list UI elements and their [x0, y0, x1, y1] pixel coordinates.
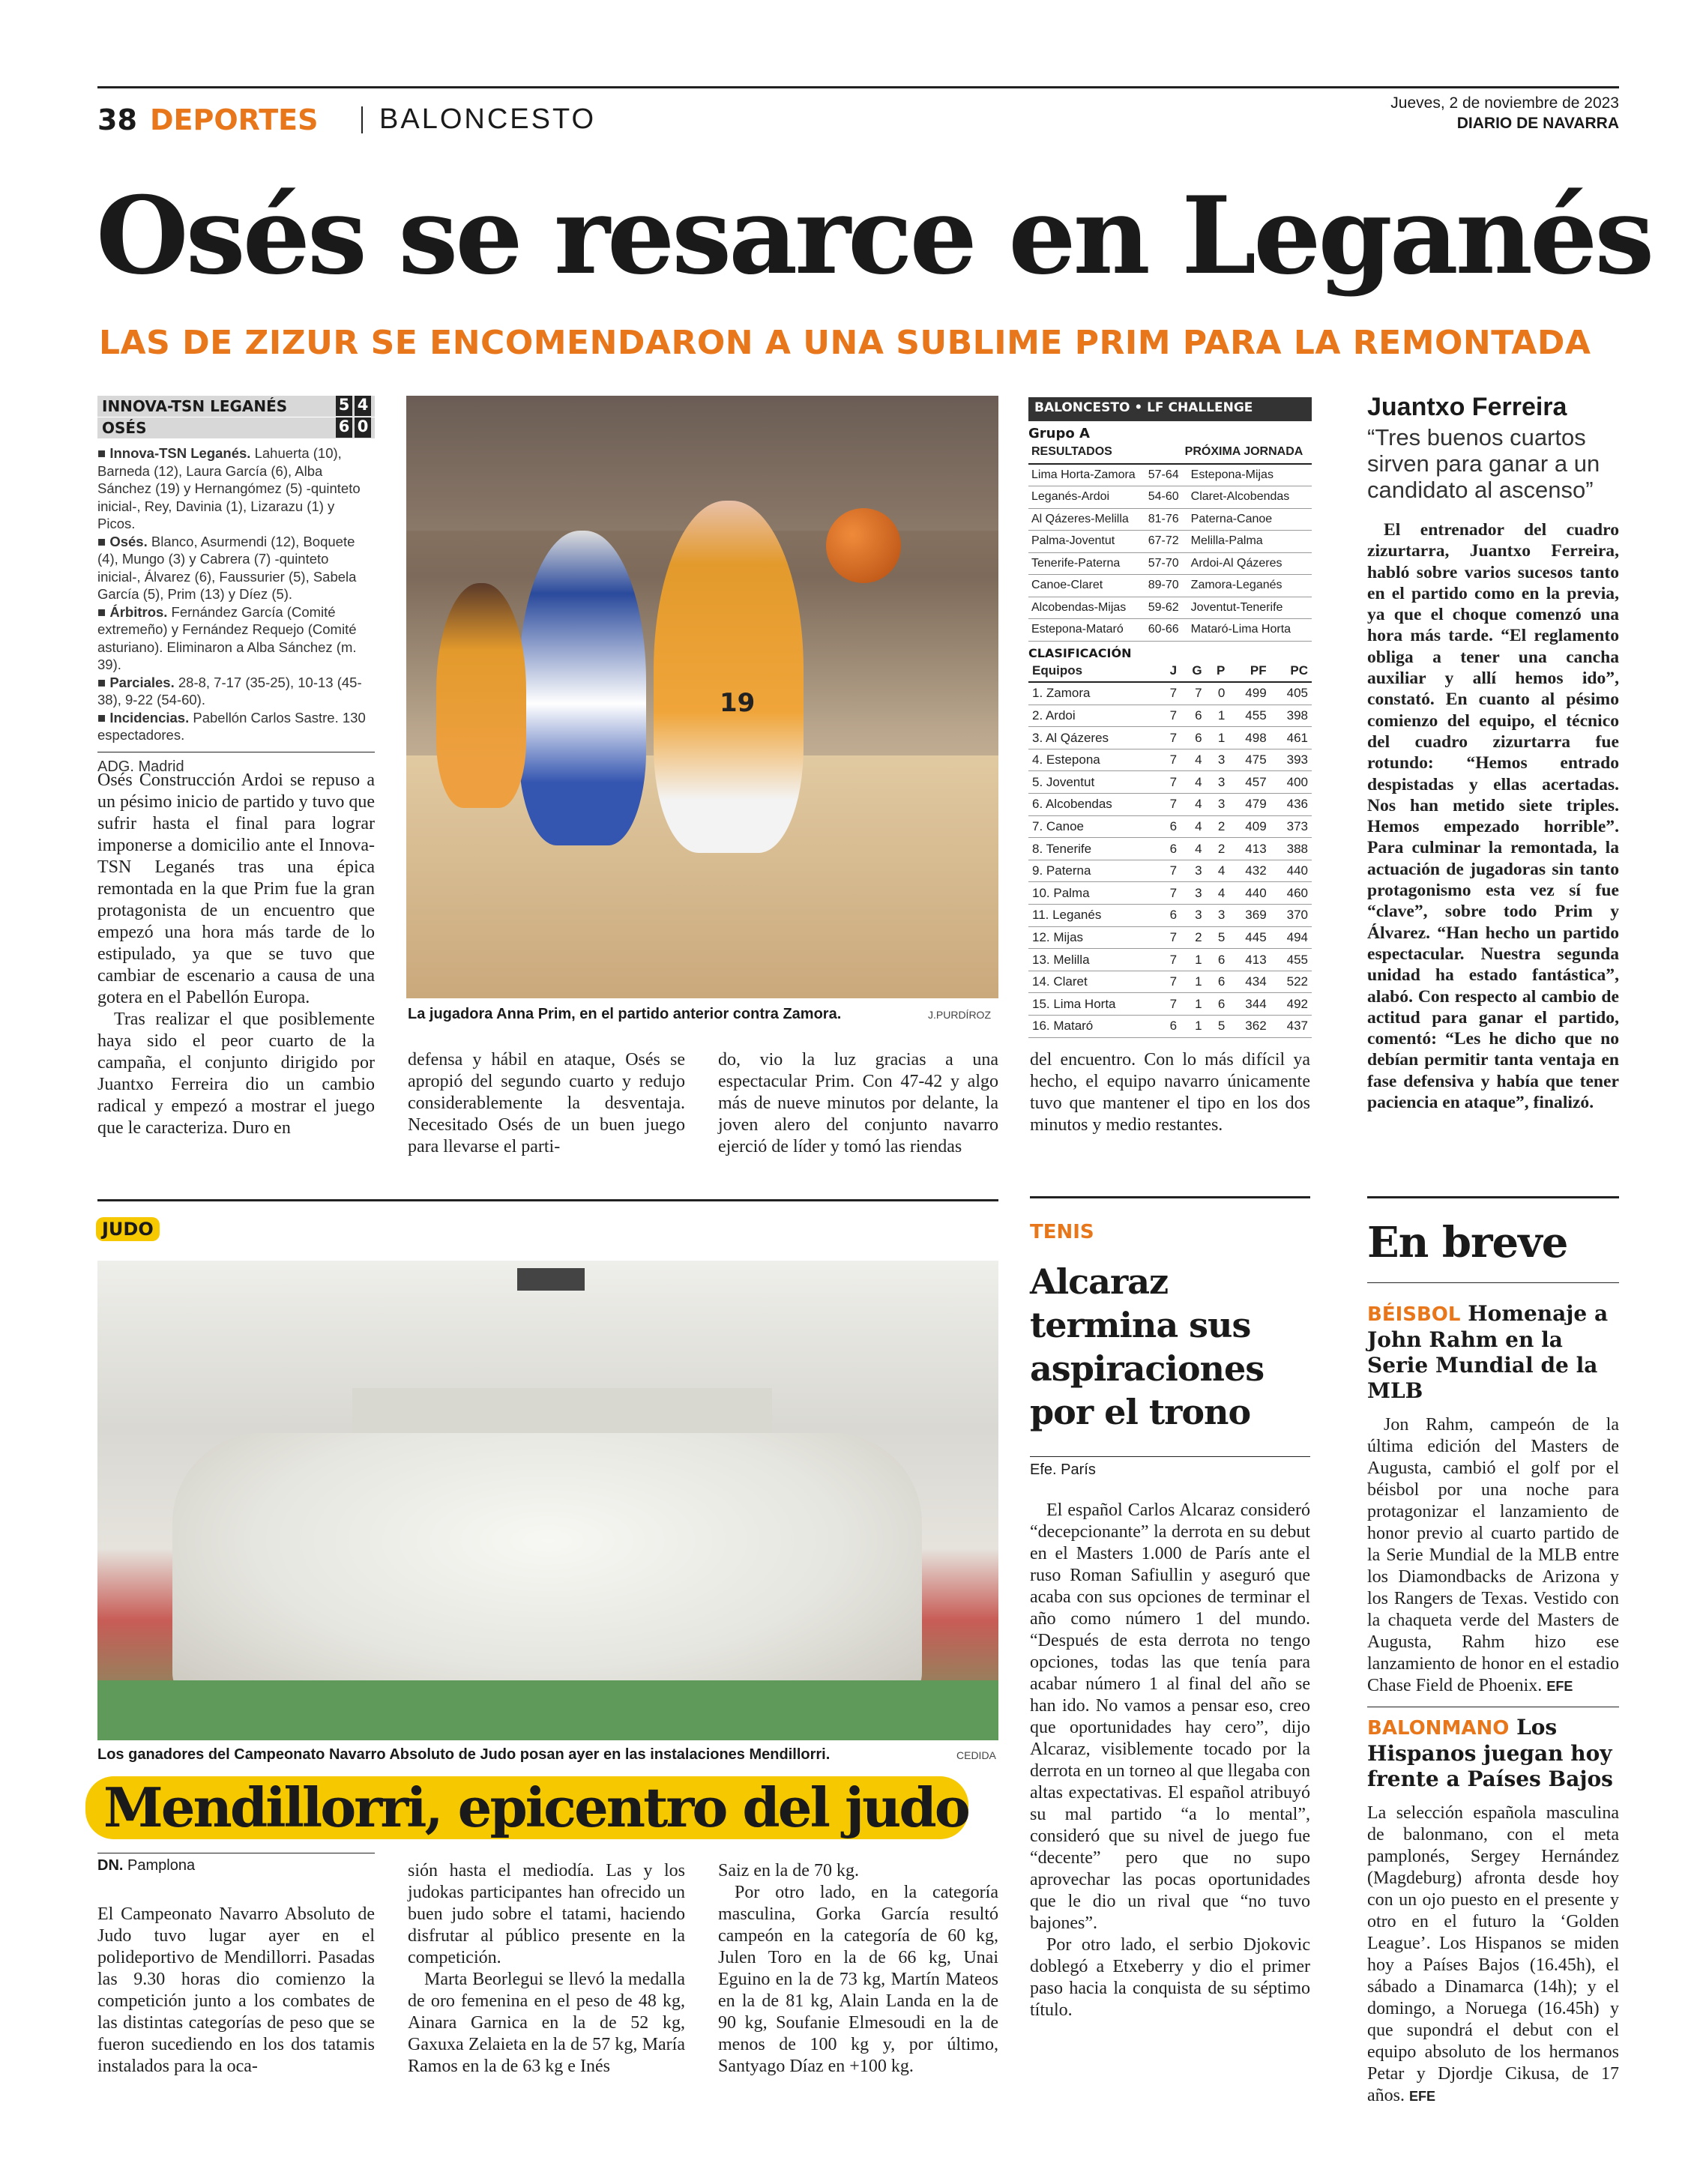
classification-cell: 3 [1206, 771, 1229, 794]
result-score: 67-72 [1143, 531, 1181, 553]
classification-cell: 6 [1181, 727, 1205, 749]
class-label: CLASIFICACIÓN [1028, 645, 1132, 660]
next-match: Estepona-Mijas [1182, 464, 1312, 486]
lineup-text: 28-8, 7-17 (35-25), 10-13 (45-38), 9-22 (54-60). [97, 674, 362, 708]
classification-cell: 7 [1160, 749, 1181, 771]
lineup-item: ■ Innova-TSN Leganés. Lahuerta (10), Barneda (12), Laura García (6), Alba Sánchez (19) y Hernangómez (5) -quinteto inicial-, Rey, Davinia (1), Lizarazu (1) y Picos. [97, 445, 361, 531]
classification-cell: 2 [1206, 838, 1229, 860]
score-row-team1 [97, 396, 375, 417]
classification-cell: 3 [1181, 882, 1205, 905]
standings-title: BALONCESTO • LF CHALLENGE [1028, 397, 1312, 421]
classification-cell: 373 [1271, 815, 1312, 838]
classification-cell: 388 [1271, 838, 1312, 860]
paragraph [1367, 1803, 1619, 2108]
team2-score-digit2: 0 [355, 417, 371, 438]
classification-cell: 413 [1229, 838, 1270, 860]
classification-cell: 3 [1181, 860, 1205, 882]
classification-cell: 7. Canoe [1028, 815, 1160, 838]
team2-name: OSÉS [102, 419, 147, 437]
classification-cell: 461 [1271, 727, 1312, 749]
paragraph: Osés Construcción Ardoi se repuso a un pésimo inicio de partido y tuvo que sufrir hasta el final para lograr imponerse a domicilio ante el Innova-TSN Leganés tras una épica remontada en la que Prim fue la gran protagonista de un encuentro que empezó una hora más tarde de lo estipulado, ya que se tuvo que cambiar de escenario a causa de una gotera en el Pabellón Europa. [97, 770, 375, 1007]
paragraph: Por otro lado, en la categoría masculina, Gorka García resultó campeón en la categoría de 60 kg, Julen Toro en la de 66 kg, Unai Eguino en la de 73 kg, Martín Mateos en la de 81 kg, Alain Landa en la de 90 kg, Soufanie Elmesoudi en la de menos de 100 kg y, por último, Santyago Díaz en +100 kg. [718, 1883, 998, 2076]
result-match: Estepona-Mataró [1028, 619, 1143, 642]
photo-caption: La jugadora Anna Prim, en el partido anterior contra Zamora. [408, 1006, 842, 1022]
next-match: Zamora-Leganés [1182, 575, 1312, 597]
classification-cell: 6 [1206, 993, 1229, 1016]
result-match: Alcobendas-Mijas [1028, 597, 1143, 619]
classification-cell: 1 [1181, 971, 1205, 993]
results-table [1028, 441, 1312, 642]
table-row [1028, 905, 1312, 927]
paragraph: sión hasta el mediodía. Las y los judokas participantes han ofrecido un buen judo sobre el tatami, haciendo disfrutar al público presente en la competición. [408, 1861, 685, 1967]
result-match: Palma-Joventut [1028, 531, 1143, 553]
classification-cell: 434 [1229, 971, 1270, 993]
classification-cell: 2. Ardoi [1028, 705, 1160, 727]
result-score: 60-66 [1143, 619, 1181, 642]
result-match: Canoe-Claret [1028, 575, 1143, 597]
paragraph: do, vio la luz gracias a una espectacular Prim. Con 47-42 y algo más de nueve minutos por delante, la joven alero del conjunto navarro ejerció de líder y tomó las riendas [718, 1050, 998, 1156]
lineup-list [97, 444, 375, 744]
result-score: 57-64 [1143, 464, 1181, 486]
classification-cell: 7 [1160, 727, 1181, 749]
paragraph: Por otro lado, el serbio Djokovic doblegó a Etxeberry y dio el primer paso hacia la conquista de su séptimo título. [1030, 1935, 1310, 2020]
classification-cell: 498 [1229, 727, 1270, 749]
classification-cell: 398 [1271, 705, 1312, 727]
tenis-rule [1030, 1456, 1310, 1457]
classification-cell: 5 [1206, 926, 1229, 949]
classification-cell: 7 [1160, 705, 1181, 727]
classification-cell: 400 [1271, 771, 1312, 794]
col-header: PC [1271, 660, 1312, 683]
result-score: 57-70 [1143, 552, 1181, 575]
classification-cell: 1 [1206, 727, 1229, 749]
table-row [1028, 682, 1312, 705]
table-row [1028, 949, 1312, 971]
classification-cell: 4 [1206, 860, 1229, 882]
lineup-text: Lahuerta (10), Barneda (12), Laura García (6), Alba Sánchez (19) y Hernangómez (5) -quinteto inicial-, Rey, Davinia (1), Lizarazu (1) y Picos. [97, 445, 361, 531]
classification-cell: 7 [1160, 971, 1181, 993]
col-header: PF [1229, 660, 1270, 683]
classification-cell: 12. Mijas [1028, 926, 1160, 949]
classification-table [1028, 660, 1312, 1038]
table-row [1028, 575, 1312, 597]
next-match: Ardoi-Al Qázeres [1182, 552, 1312, 575]
classification-cell: 4. Estepona [1028, 749, 1160, 771]
classification-cell: 2 [1206, 815, 1229, 838]
ferreira-name: Juantxo Ferreira [1367, 393, 1567, 421]
classification-cell: 494 [1271, 926, 1312, 949]
ferreira-text [1367, 519, 1619, 1113]
judo-photo [97, 1261, 998, 1740]
classification-body [1028, 682, 1312, 1037]
classification-cell: 1 [1181, 1016, 1205, 1038]
article-col-3 [718, 1049, 998, 1158]
classification-cell: 492 [1271, 993, 1312, 1016]
paragraph: El entrenador del cuadro zizurtarra, Juantxo Ferreira, habló sobre varios sucesos tanto en el partido como en la previa, ya que el choque comenzó una hora más tarde. “El reglamento obliga a tener una cancha auxiliar y allí hemos ido”, constató. En cuanto al pésimo comienzo del equipo, el técnico del cuadro zizurtarra fue rotundo: “Hemos entrado despistadas y ellas acertadas. Nos han metido siete triples. Hemos empezado horrible”. Para culminar la remontada, la actuación de jugadoras sin tanto protagonismo esta vez sí fue “clave”, sobre todo Prim y Álvarez. “Han hecho un partido espectacular. Nuestra segunda unidad ha estado fantástica”, alabó. Con respecto al cambio de actitud para ganar el partido, comentó: “Les he dicho que no debían permitir tanta ventaja en fase defensiva y había que tener paciencia en ataque”, finalizó. [1367, 520, 1619, 1113]
result-score: 81-76 [1143, 508, 1181, 531]
breve-title: En breve [1367, 1218, 1568, 1267]
classification-cell: 14. Claret [1028, 971, 1160, 993]
classification-cell: 362 [1229, 1016, 1270, 1038]
table-row [1028, 552, 1312, 575]
tenis-headline: Alcaraz termina sus aspiraciones por el trono [1030, 1261, 1265, 1432]
photo-wall-window [517, 1268, 585, 1291]
classification-cell: 7 [1160, 882, 1181, 905]
classification-cell: 4 [1181, 838, 1205, 860]
classification-cell: 4 [1181, 794, 1205, 816]
lineup-label: Osés. [109, 533, 148, 549]
breve-item1-sign: EFE [1546, 1679, 1573, 1694]
scoreboard [97, 396, 375, 776]
lineup-text: Fernández García (Comité extremeño) y Fernández Requejo (Comité asturiano). Eliminaron a Alba Sánchez (m. 39). [97, 603, 357, 672]
col-header: P [1206, 660, 1229, 683]
table-row [1028, 971, 1312, 993]
breve-item2-head [1367, 1715, 1619, 1792]
paragraph: defensa y hábil en ataque, Osés se apropió del segundo cuarto y redujo considerablemente la desventaja. Necesitado Osés de un buen juego para llevarse el parti- [408, 1050, 685, 1156]
page-number: 38 [97, 103, 137, 136]
classification-cell: 6 [1160, 838, 1181, 860]
table-row [1028, 926, 1312, 949]
main-headline: Osés se resarce en Leganés [96, 174, 1652, 298]
article-col-1 [97, 770, 375, 1139]
paragraph [1367, 1414, 1619, 1698]
classification-cell: 6 [1160, 905, 1181, 927]
classification-cell: 4 [1181, 749, 1205, 771]
classification-cell: 393 [1271, 749, 1312, 771]
classification-cell: 6. Alcobendas [1028, 794, 1160, 816]
judo-tag: JUDO [96, 1217, 160, 1241]
judo-byline-place: Pamplona [123, 1857, 196, 1874]
classification-cell: 6 [1181, 705, 1205, 727]
classification-cell: 499 [1229, 682, 1270, 705]
judo-col-2 [408, 1860, 685, 2078]
classification-cell: 455 [1271, 949, 1312, 971]
breve-column [1367, 1196, 1619, 2108]
lineup-label: Parciales. [109, 674, 175, 690]
judo-byline-bold: DN. [97, 1857, 124, 1874]
classification-cell: 1 [1181, 993, 1205, 1016]
judo-caption: Los ganadores del Campeonato Navarro Absoluto de Judo posan ayer en las instalaciones Mendillorri. [97, 1746, 831, 1763]
paragraph: Tras realizar el que posiblemente haya sido el peor cuarto de la campaña, el conjunto dirigido por Juantxo Ferreira dio un cambio radical y empezó a mostrar el juego que le caracteriza. Duro en [97, 1010, 375, 1138]
team1-name: INNOVA-TSN LEGANÉS [102, 397, 288, 415]
table-row [1028, 993, 1312, 1016]
basketball-photo [406, 396, 998, 998]
lineup-item: ■ Parciales. 28-8, 7-17 (35-25), 10-13 (45-38), 9-22 (54-60). [97, 674, 362, 708]
result-match: Leganés-Ardoi [1028, 486, 1143, 509]
breve-item2-text: La selección española masculina de balonmano, con el meta pamplonés, Sergey Hernández (Magdeburg) afronta desde hoy con un ojo puesto en el presente y otro en el futuro la ‘Golden League’. Los Hispanos se miden hoy a Países Bajos (16.45h), el sábado a Dinamarca (14h); y el domingo, a Noruega (16.45h) y que supondrá el debut con el equipo absoluto de los hermanos Petar y Djordje Cikusa, de 17 años. [1367, 1803, 1619, 2105]
breve-item1-tag: BÉISBOL [1367, 1303, 1461, 1326]
next-match: Mataró-Lima Horta [1182, 619, 1312, 642]
classification-cell: 7 [1160, 682, 1181, 705]
classification-cell: 344 [1229, 993, 1270, 1016]
classification-cell: 7 [1160, 771, 1181, 794]
table-row [1028, 749, 1312, 771]
tenis-body [1030, 1500, 1310, 2021]
next-label: PRÓXIMA JORNADA [1182, 441, 1312, 464]
classification-cell: 15. Lima Horta [1028, 993, 1160, 1016]
breve-item1-body [1367, 1414, 1619, 1698]
classification-cell: 7 [1160, 860, 1181, 882]
subsection-label: BALONCESTO [379, 103, 597, 135]
table-row [1028, 531, 1312, 553]
breve-item1-text: Jon Rahm, campeón de la última edición del Masters de Augusta, cambió el golf por el béisbol por una noche para protagonizar el lanzamiento de honor previo al cuarto partido de la Serie Mundial de la MLB entre los Diamondbacks de Arizona y los Rangers de Texas. Vestido con la chaqueta verde del Masters de Augusta, Rahm hizo ese lanzamiento de honor en el estadio Chase Field de Phoenix. [1367, 1415, 1619, 1695]
classification-cell: 479 [1229, 794, 1270, 816]
judo-credit: CEDIDA [956, 1749, 996, 1761]
ferreira-quote: “Tres buenos cuartos sirven para ganar a un candidato al ascenso” [1367, 424, 1600, 503]
col-header: J [1160, 660, 1181, 683]
table-row [1028, 794, 1312, 816]
classification-cell: 6 [1160, 1016, 1181, 1038]
classification-cell: 6 [1206, 949, 1229, 971]
lineup-item: ■ Incidencias. Pabellón Carlos Sastre. 130 espectadores. [97, 709, 366, 743]
classification-cell: 5 [1206, 1016, 1229, 1038]
paragraph: El español Carlos Alcaraz consideró “decepcionante” la derrota en su debut en el Masters 1.000 de París ante el ruso Roman Safiullin y aseguró que acaba con sus opciones de terminar el año como número 1 del mundo. “Después de esta derrota no tengo opciones, todas las que tenía para acabar número 1 al final del año se han ido. No vamos a pensar eso, creo que oportunidades hay cero”, dijo Alcaraz, visiblemente tocado por la derrota en un torneo al que llegaba con altas expectativas. El español atribuyó su mal partido “a lo mental”, consideró que su nivel de juego fue “decente” pero que no supo aprovechar las pocas oportunidades que le dio un rival que “no tuvo bajones”. [1030, 1500, 1310, 1933]
table-row [1028, 1016, 1312, 1038]
header-divider [361, 106, 363, 133]
classification-cell: 1. Zamora [1028, 682, 1160, 705]
table-row [1028, 464, 1312, 486]
basketball-ball [826, 508, 901, 583]
classification-cell: 11. Leganés [1028, 905, 1160, 927]
classification-cell: 8. Tenerife [1028, 838, 1160, 860]
classification-cell: 369 [1229, 905, 1270, 927]
score-row-team2 [97, 417, 375, 438]
jersey-number: 19 [720, 688, 756, 718]
standings-group: Grupo A [1028, 426, 1090, 441]
player-orange [654, 501, 804, 853]
classification-cell: 413 [1229, 949, 1270, 971]
classification-cell: 7 [1160, 794, 1181, 816]
table-row [1028, 597, 1312, 619]
table-row [1028, 508, 1312, 531]
team2-score-digit1: 6 [336, 417, 352, 438]
classification-cell: 475 [1229, 749, 1270, 771]
table-row [1028, 815, 1312, 838]
classification-cell: 405 [1271, 682, 1312, 705]
results-header [1028, 441, 1312, 464]
lineup-text: Blanco, Asurmendi (12), Boquete (4), Mungo (3) y Cabrera (7) -quinteto inicial-, Álvarez (6), Faussurier (5), Sabela García (5), Prim (13) y Díez (5). [97, 533, 357, 602]
team1-score-digit1: 5 [336, 396, 352, 416]
classification-header [1028, 660, 1312, 683]
photo-credit: J.PURDÍROZ [928, 1009, 991, 1021]
classification-cell: 1 [1206, 705, 1229, 727]
header-paper: DIARIO DE NAVARRA [1456, 115, 1619, 132]
ferreira-box [1367, 391, 1619, 1113]
player-orange-back [436, 583, 526, 808]
page-header [97, 86, 1619, 145]
tenis-byline: Efe. París [1030, 1461, 1096, 1478]
judo-headline: Mendillorri, epicentro del judo [103, 1776, 968, 1839]
team1-score-digit2: 4 [355, 396, 371, 416]
judo-col-3 [718, 1860, 998, 2078]
classification-cell: 3 [1206, 905, 1229, 927]
next-match: Joventut-Tenerife [1182, 597, 1312, 619]
breve-item1-head [1367, 1301, 1619, 1404]
table-row [1028, 705, 1312, 727]
paragraph: del encuentro. Con lo más difícil ya hecho, el equipo navarro únicamente tuvo que mantener el tipo en los dos minutos y medio restantes. [1030, 1050, 1310, 1135]
table-row [1028, 771, 1312, 794]
article-col-4 [1030, 1049, 1310, 1136]
result-match: Tenerife-Paterna [1028, 552, 1143, 575]
breve-item2-body [1367, 1803, 1619, 2108]
judo-byline [97, 1857, 195, 1874]
lineup-item: ■ Osés. Blanco, Asurmendi (12), Boquete (4), Mungo (3) y Cabrera (7) -quinteto inicial-, Álvarez (6), Faussurier (5), Sabela García (5), Prim (13) y Díez (5). [97, 533, 357, 602]
classification-cell: 455 [1229, 705, 1270, 727]
classification-cell: 7 [1160, 949, 1181, 971]
classification-cell: 437 [1271, 1016, 1312, 1038]
photo-judokas [172, 1433, 922, 1703]
result-match: Lima Horta-Zamora [1028, 464, 1143, 486]
lineup-label: Árbitros. [109, 603, 168, 620]
classification-cell: 432 [1229, 860, 1270, 882]
classification-cell: 457 [1229, 771, 1270, 794]
judo-col-1 [97, 1904, 375, 2078]
byline: ADG. Madrid [97, 758, 184, 775]
classification-cell: 409 [1229, 815, 1270, 838]
table-row [1028, 838, 1312, 860]
classification-cell: 445 [1229, 926, 1270, 949]
paragraph: Marta Beorlegui se llevó la medalla de oro femenina en el peso de 48 kg, Ainara Garnica en la de 52 kg, Gaxuxa Zelaieta en la de 57 kg, María Ramos en la de 63 kg e Inés [408, 1970, 685, 2076]
tenis-tag: TENIS [1030, 1221, 1094, 1243]
lineup-label: Incidencias. [109, 709, 190, 726]
classification-cell: 460 [1271, 882, 1312, 905]
tenis-column [1030, 1196, 1310, 2021]
result-score: 59-62 [1143, 597, 1181, 619]
table-row [1028, 486, 1312, 509]
col-header: Equipos [1028, 660, 1160, 683]
classification-cell: 522 [1271, 971, 1312, 993]
classification-cell: 3. Al Qázeres [1028, 727, 1160, 749]
classification-cell: 4 [1181, 815, 1205, 838]
lineup-text: Pabellón Carlos Sastre. 130 espectadores. [97, 709, 366, 743]
standings-box [1028, 397, 1312, 1038]
classification-cell: 440 [1229, 882, 1270, 905]
next-match: Paterna-Canoe [1182, 508, 1312, 531]
classification-cell: 6 [1160, 815, 1181, 838]
section-label: DEPORTES [150, 103, 319, 136]
classification-cell: 440 [1271, 860, 1312, 882]
main-subheadline: LAS DE ZIZUR SE ENCOMENDARON A UNA SUBLIME PRIM PARA LA REMONTADA [99, 324, 1591, 362]
classification-cell: 3 [1206, 749, 1229, 771]
breve-item2-title: Los Hispanos juegan hoy frente a Países Bajos [1367, 1715, 1613, 1791]
paragraph: El Campeonato Navarro Absoluto de Judo tuvo lugar ayer en el polideportivo de Mendillorri. Pasadas las 9.30 horas dio comienzo la competición junto a los combates de las distintas categorías de peso que se fueron sucediendo en los dos tatamis instalados para la oca- [97, 1904, 375, 2076]
classification-cell: 2 [1181, 926, 1205, 949]
classification-cell: 4 [1206, 882, 1229, 905]
section-divider [97, 1199, 998, 1201]
breve-item1-title: Homenaje a John Rahm en la Serie Mundial de la MLB [1367, 1301, 1609, 1403]
lineup-label: Innova-TSN Leganés. [109, 445, 251, 461]
lineup-item: ■ Árbitros. Fernández García (Comité extremeño) y Fernández Requejo (Comité asturiano). Eliminaron a Alba Sánchez (m. 39). [97, 603, 357, 672]
classification-cell: 3 [1181, 905, 1205, 927]
result-score: 54-60 [1143, 486, 1181, 509]
table-row [1028, 860, 1312, 882]
breve-item2-tag: BALONMANO [1367, 1717, 1510, 1740]
results-label: RESULTADOS [1028, 441, 1182, 464]
breve-rule [1367, 1282, 1619, 1283]
classification-cell: 13. Melilla [1028, 949, 1160, 971]
classification-cell: 1 [1181, 949, 1205, 971]
classification-cell: 16. Mataró [1028, 1016, 1160, 1038]
photo-tatami-green [97, 1680, 998, 1740]
classification-cell: 5. Joventut [1028, 771, 1160, 794]
classification-cell: 0 [1206, 682, 1229, 705]
classification-cell: 436 [1271, 794, 1312, 816]
next-match: Melilla-Palma [1182, 531, 1312, 553]
header-date: Jueves, 2 de noviembre de 2023 [1390, 94, 1619, 112]
result-match: Al Qázeres-Melilla [1028, 508, 1143, 531]
classification-cell: 370 [1271, 905, 1312, 927]
classification-cell: 7 [1160, 993, 1181, 1016]
classification-cell: 4 [1181, 771, 1205, 794]
table-row [1028, 619, 1312, 642]
article-col-2 [408, 1049, 685, 1158]
classification-cell: 10. Palma [1028, 882, 1160, 905]
classification-cell: 7 [1160, 926, 1181, 949]
classification-cell: 3 [1206, 794, 1229, 816]
breve-item2-sign: EFE [1409, 2089, 1436, 2104]
paragraph: Saiz en la de 70 kg. [718, 1861, 859, 1880]
col-header: G [1181, 660, 1205, 683]
player-blue [519, 531, 646, 845]
classification-cell: 6 [1206, 971, 1229, 993]
table-row [1028, 727, 1312, 749]
table-row [1028, 882, 1312, 905]
classification-cell: 9. Paterna [1028, 860, 1160, 882]
classification-cell: 7 [1181, 682, 1205, 705]
next-match: Claret-Alcobendas [1182, 486, 1312, 509]
result-score: 89-70 [1143, 575, 1181, 597]
